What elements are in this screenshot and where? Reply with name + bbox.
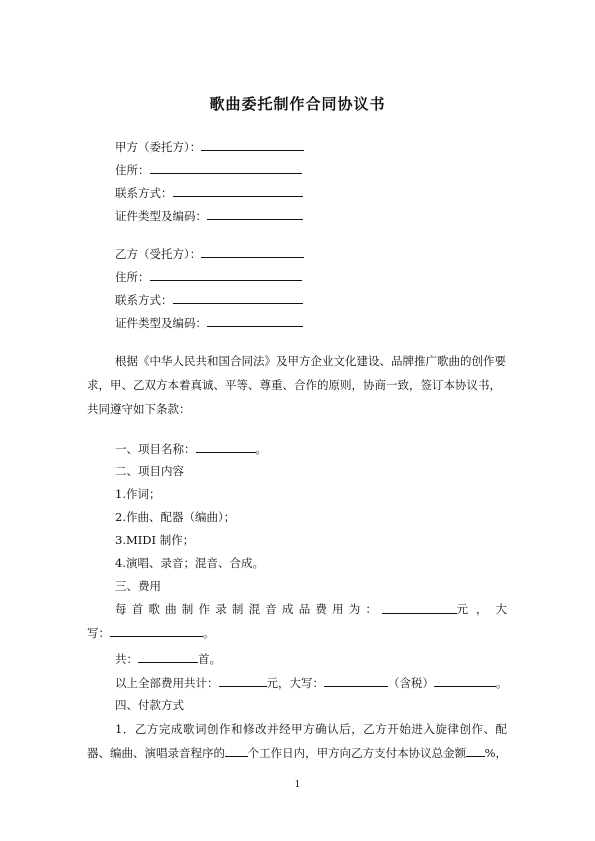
section4-p1-line2 (87, 744, 507, 761)
party-b-name-line (115, 245, 304, 262)
party-b-id-label: 证件类型及编码： (115, 316, 207, 330)
fee-field[interactable] (382, 601, 456, 614)
section1-label: 一、项目名称： (115, 442, 196, 456)
party-b-address-line (115, 268, 302, 285)
section2-item-2: 2.作曲、配器（编曲）； (115, 510, 236, 524)
fee-label: 每首歌曲制作录制混音成品费用为： (115, 602, 383, 616)
party-b-contact-label: 联系方式： (115, 293, 173, 307)
party-b-name-field[interactable] (201, 245, 304, 258)
party-a-name-label: 甲方（委托方）： (115, 140, 202, 154)
party-a-contact-field[interactable] (173, 184, 303, 197)
party-b-name-label: 乙方（受托方）： (115, 247, 202, 261)
section2-heading: 二、项目内容 (115, 464, 184, 478)
section2-item-3: 3.MIDI 制作； (115, 533, 195, 547)
party-b-contact-field[interactable] (173, 291, 303, 304)
grand-total-end: 。 (496, 676, 508, 690)
party-a-name-field[interactable] (201, 138, 304, 151)
grand-total-tax: （含税） (388, 676, 434, 690)
section3-heading: 三、费用 (115, 579, 161, 593)
fee-daxie: 大 (495, 602, 507, 616)
fee-daxie-line (87, 624, 215, 641)
grand-total-daxie-field[interactable] (324, 674, 388, 687)
section1-line (115, 440, 267, 457)
section4-p1-pre: 器、编曲、演唱录音程序的 (87, 746, 225, 760)
party-b-id-line (115, 314, 303, 331)
grand-total-field[interactable] (219, 674, 267, 687)
party-a-id-line (115, 207, 303, 224)
party-a-address-field[interactable] (150, 161, 302, 174)
section4-p1-mid: 个工作日内，甲方向乙方支付本协议总金额 (247, 746, 467, 760)
total-songs-field[interactable] (138, 650, 198, 663)
section4-heading: 四、付款方式 (115, 698, 184, 712)
fee-line (115, 601, 507, 617)
fee-daxie-end: 。 (203, 626, 215, 640)
party-a-name-line (115, 138, 304, 155)
total-label: 共： (115, 652, 138, 666)
document-title: 歌曲委托制作合同协议书 (209, 95, 386, 113)
grand-total-tax-field[interactable] (434, 674, 496, 687)
section4-p1-end: %， (484, 746, 507, 760)
fee-yuan: 元， (456, 602, 496, 616)
total-shou: 首。 (198, 652, 221, 666)
party-b-id-field[interactable] (207, 314, 303, 327)
party-a-contact-line (115, 184, 303, 201)
party-a-id-label: 证件类型及编码： (115, 209, 207, 223)
grand-total-line (115, 674, 508, 691)
grand-total-yuan: 元，大写： (266, 676, 324, 690)
section2-item-4: 4.演唱、录音；混音、合成。 (115, 556, 264, 570)
fee-daxie-cont: 写： (87, 626, 110, 640)
party-b-address-field[interactable] (150, 268, 302, 281)
section4-p1-line1: 1．乙方完成歌词创作和修改并经甲方确认后，乙方开始进入旋律创作、配 (115, 722, 507, 736)
party-b-address-label: 住所： (115, 270, 150, 284)
page-number: 1 (294, 780, 301, 790)
section2-item-1: 1.作词； (115, 487, 161, 501)
party-b-contact-line (115, 291, 303, 308)
party-a-address-line (115, 161, 302, 178)
percent-field[interactable] (466, 744, 484, 757)
party-a-contact-label: 联系方式： (115, 186, 173, 200)
party-a-address-label: 住所： (115, 163, 150, 177)
workdays-field[interactable] (225, 744, 248, 757)
project-name-field[interactable] (196, 440, 256, 453)
total-songs-line (115, 650, 221, 667)
preamble-paragraph: 根据《中华人民共和国合同法》及甲方企业文化建设、品牌推广歌曲的创作要求，甲、乙双方本着真诚、平等、尊重、合作的原则，协商一致，签订本协议书，共同遵守如下条款： (87, 354, 506, 416)
fee-daxie-field[interactable] (110, 624, 203, 637)
section1-end: 。 (255, 442, 267, 456)
party-a-id-field[interactable] (207, 207, 303, 220)
grand-total-label: 以上全部费用共计： (115, 676, 219, 690)
